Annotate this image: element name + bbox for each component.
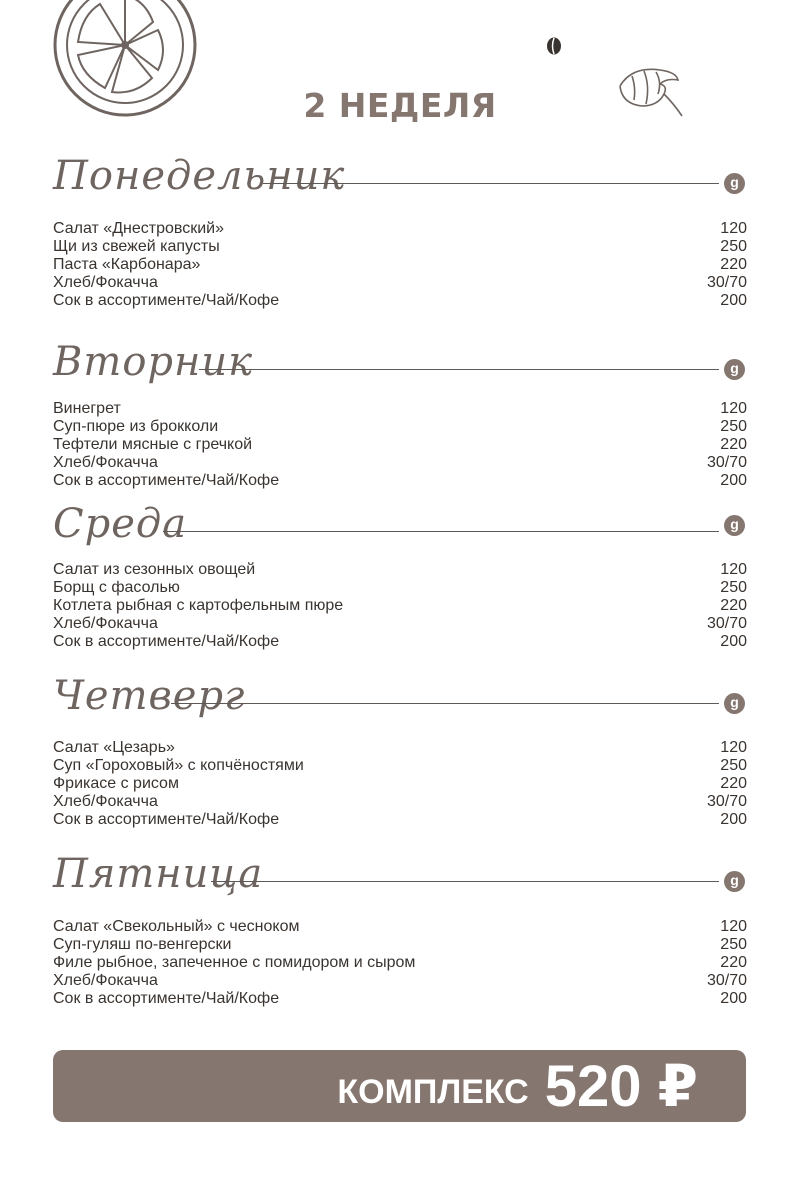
menu-item — [53, 400, 747, 418]
day-section-friday — [53, 838, 747, 1008]
menu-item-name: Салат «Днестровский» — [53, 220, 224, 237]
menu-item — [53, 936, 747, 954]
menu-item — [53, 811, 747, 829]
menu-item — [53, 561, 747, 579]
menu-item-name: Сок в ассортименте/Чай/Кофе — [53, 472, 280, 489]
menu-item — [53, 757, 747, 775]
day-name: Четверг — [53, 673, 246, 719]
menu-item-name: Салат «Свекольный» с чесноком — [53, 918, 300, 935]
menu-item-weight: 120 — [720, 400, 747, 417]
page-title: 2 НЕДЕЛЯ — [303, 86, 497, 125]
menu-item-weight: 30/70 — [706, 274, 747, 291]
menu-item — [53, 918, 747, 936]
menu-item-name: Салат «Цезарь» — [53, 739, 175, 756]
menu-list — [53, 561, 747, 651]
gram-icon: g — [724, 871, 745, 892]
menu-item-name: Фрикасе с рисом — [53, 775, 179, 792]
menu-item — [53, 418, 747, 436]
menu-item-weight: 200 — [720, 633, 747, 650]
menu-item-weight: 120 — [720, 739, 747, 756]
day-header — [53, 326, 747, 385]
menu-item-weight: 30/70 — [706, 972, 747, 989]
menu-item-name: Салат из сезонных овощей — [53, 561, 256, 578]
day-section-wednesday — [53, 488, 747, 651]
menu-item-weight: 220 — [720, 954, 747, 971]
menu-item-weight: 200 — [720, 472, 747, 489]
menu-item-name: Сок в ассортименте/Чай/Кофе — [53, 633, 280, 650]
menu-item-name: Щи из свежей капусты — [53, 238, 220, 255]
menu-item-weight: 250 — [720, 936, 747, 953]
menu-item-name: Сок в ассортименте/Чай/Кофе — [53, 990, 280, 1007]
day-header — [53, 660, 747, 719]
menu-item-weight: 200 — [720, 990, 747, 1007]
day-section-tuesday — [53, 326, 747, 490]
menu-item-weight: 250 — [720, 579, 747, 596]
menu-item — [53, 597, 747, 615]
menu-item-name: Хлеб/Фокачча — [53, 793, 158, 810]
menu-item — [53, 436, 747, 454]
menu-item — [53, 274, 747, 292]
divider-line — [263, 183, 719, 184]
menu-item — [53, 454, 747, 472]
menu-item-weight: 250 — [720, 238, 747, 255]
menu-item-weight: 120 — [720, 220, 747, 237]
menu-item-name: Винегрет — [53, 400, 121, 417]
price-banner — [53, 1050, 746, 1122]
menu-item-weight: 200 — [720, 292, 747, 309]
menu-item-name: Сок в ассортименте/Чай/Кофе — [53, 292, 280, 309]
menu-item-name: Тефтели мясные с гречкой — [53, 436, 253, 453]
menu-item — [53, 633, 747, 651]
price-text — [337, 1050, 698, 1122]
menu-item-name: Хлеб/Фокачча — [53, 615, 158, 632]
day-name: Среда — [53, 501, 188, 547]
coffee-bean-icon — [545, 36, 563, 56]
set-label: КОМПЛЕКС — [337, 1072, 529, 1111]
menu-item-weight: 220 — [720, 256, 747, 273]
menu-item-name: Котлета рыбная с картофельным пюре — [53, 597, 344, 614]
menu-item-name: Хлеб/Фокачча — [53, 274, 158, 291]
menu-item-name: Хлеб/Фокачча — [53, 972, 158, 989]
menu-item-name: Борщ с фасолью — [53, 579, 180, 596]
menu-item — [53, 972, 747, 990]
menu-item-name: Суп-гуляш по-венгерски — [53, 936, 232, 953]
divider-line — [211, 881, 719, 882]
menu-list — [53, 739, 747, 829]
gram-icon: g — [724, 693, 745, 714]
set-price: 520 ₽ — [544, 1054, 698, 1119]
menu-item-weight: 200 — [720, 811, 747, 828]
day-section-thursday — [53, 660, 747, 829]
menu-item-weight: 220 — [720, 436, 747, 453]
gram-icon: g — [724, 359, 745, 380]
gram-icon: g — [724, 173, 745, 194]
menu-item — [53, 739, 747, 757]
day-section-monday — [53, 140, 747, 310]
menu-item — [53, 954, 747, 972]
menu-item — [53, 292, 747, 310]
menu-item-weight: 30/70 — [706, 454, 747, 471]
day-header — [53, 488, 747, 547]
menu-item — [53, 775, 747, 793]
menu-item-weight: 120 — [720, 561, 747, 578]
divider-line — [199, 369, 719, 370]
menu-item — [53, 615, 747, 633]
day-name: Вторник — [53, 339, 254, 385]
menu-list — [53, 918, 747, 1008]
menu-list — [53, 400, 747, 490]
menu-item — [53, 238, 747, 256]
divider-line — [163, 531, 719, 532]
menu-item-weight: 120 — [720, 918, 747, 935]
menu-item-name: Хлеб/Фокачча — [53, 454, 158, 471]
gram-icon: g — [724, 515, 745, 536]
menu-item-name: Филе рыбное, запеченное с помидором и сыром — [53, 954, 416, 971]
menu-list — [53, 220, 747, 310]
menu-item — [53, 990, 747, 1008]
menu-item-weight: 250 — [720, 757, 747, 774]
menu-item-name: Паста «Карбонара» — [53, 256, 201, 273]
menu-item — [53, 220, 747, 238]
menu-item — [53, 579, 747, 597]
menu-item-weight: 220 — [720, 597, 747, 614]
day-header — [53, 140, 747, 199]
menu-item-weight: 30/70 — [706, 793, 747, 810]
day-name: Понедельник — [53, 153, 346, 199]
menu-item-weight: 220 — [720, 775, 747, 792]
menu-item-name: Сок в ассортименте/Чай/Кофе — [53, 811, 280, 828]
divider-line — [171, 703, 719, 704]
menu-item-name: Суп «Гороховый» с копчёностями — [53, 757, 304, 774]
menu-item — [53, 793, 747, 811]
menu-item-weight: 250 — [720, 418, 747, 435]
menu-item-weight: 30/70 — [706, 615, 747, 632]
day-header — [53, 838, 747, 897]
day-name: Пятница — [53, 851, 264, 897]
menu-item — [53, 256, 747, 274]
menu-item-name: Суп-пюре из брокколи — [53, 418, 219, 435]
